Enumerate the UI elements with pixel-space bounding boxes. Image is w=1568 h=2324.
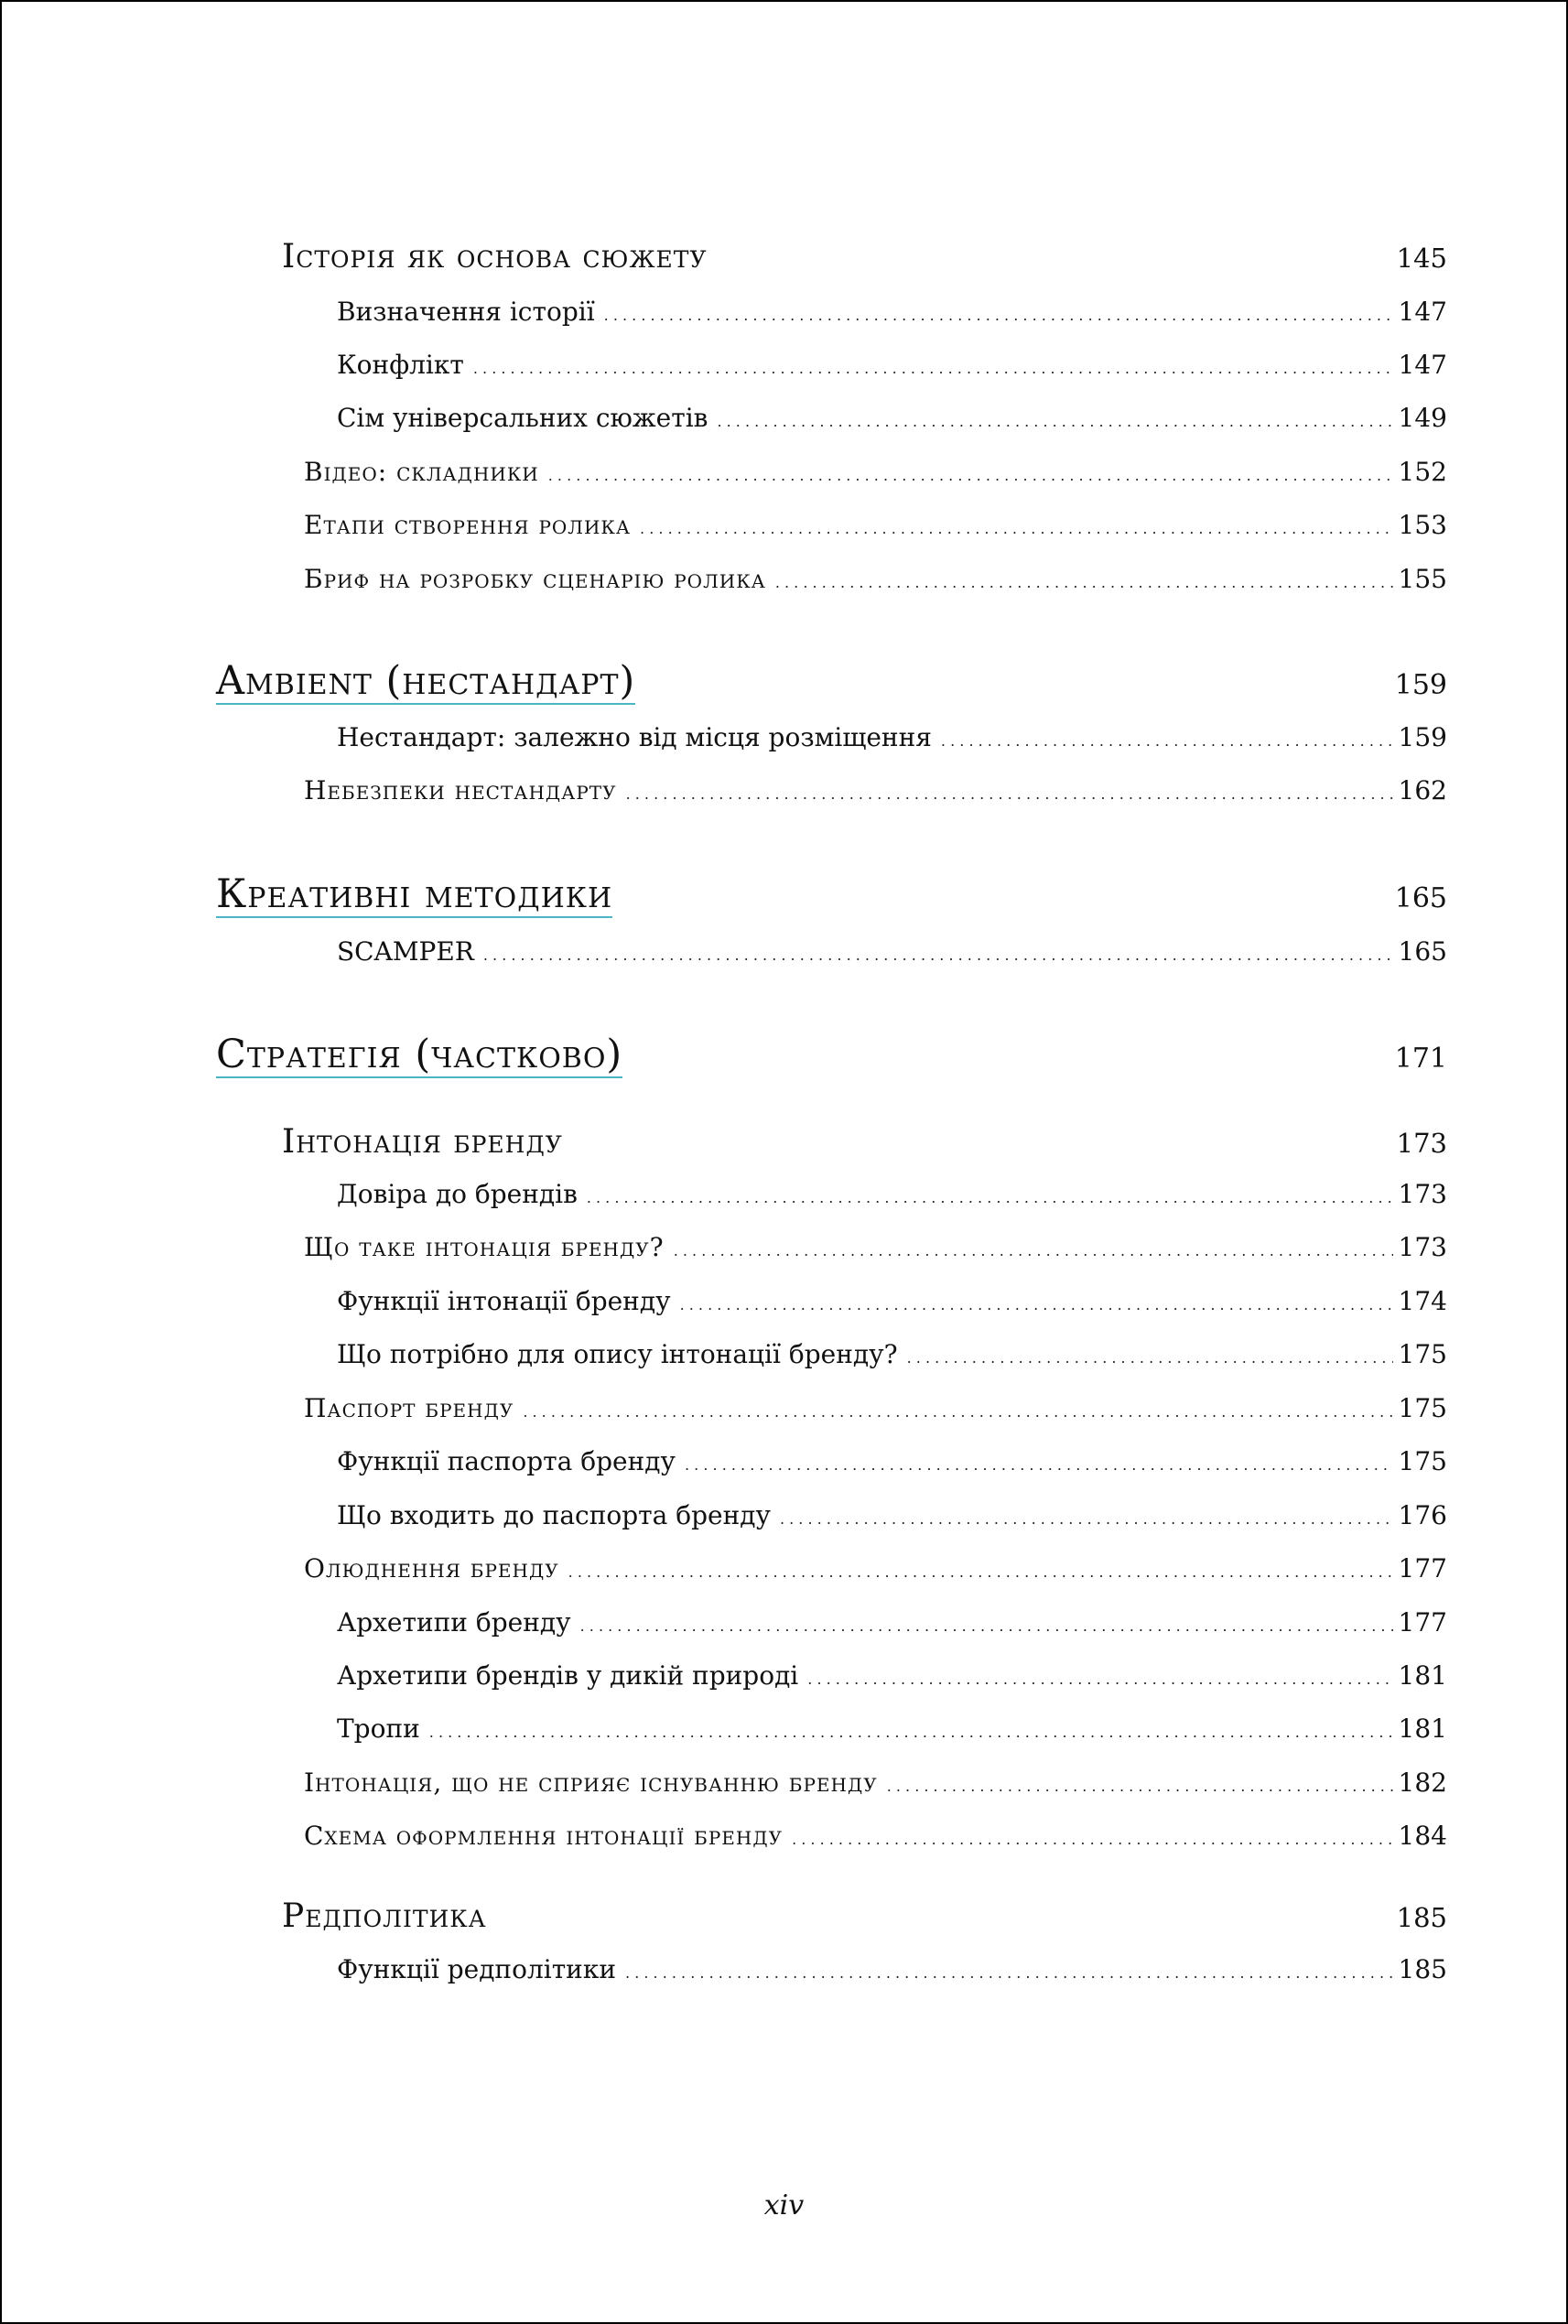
toc-dot-leader <box>685 1456 1393 1474</box>
toc-entry-title: Функції паспорта бренду <box>337 1446 676 1476</box>
toc-item-entry <box>2 1954 1566 1991</box>
toc-entry-page: 152 <box>1398 457 1447 487</box>
toc-item-entry <box>2 1179 1566 1216</box>
toc-subsection-entry <box>2 564 1566 600</box>
page-number-folio: xiv <box>763 2189 805 2221</box>
toc-dot-leader <box>626 785 1393 803</box>
toc-entry-page: 185 <box>1398 1954 1447 1984</box>
toc-entry-page: 145 <box>1396 243 1447 274</box>
toc-entry-page: 177 <box>1398 1607 1447 1638</box>
toc-entry-page: 177 <box>1398 1553 1447 1584</box>
toc-entry-title: Інтонація бренду <box>282 1123 563 1161</box>
toc-entry-page: 185 <box>1396 1902 1447 1933</box>
toc-dot-leader <box>640 520 1393 537</box>
toc-item-entry <box>2 1607 1566 1644</box>
toc-dot-leader <box>580 1617 1393 1635</box>
toc-entry-title: Історія як основа сюжету <box>282 238 708 276</box>
toc-subsection-entry <box>2 1232 1566 1269</box>
toc-item-entry <box>2 936 1566 973</box>
toc-entry-page: 162 <box>1398 775 1447 805</box>
toc-subsection-entry <box>2 457 1566 493</box>
toc-dot-leader <box>941 732 1393 750</box>
toc-dot-leader <box>587 1189 1393 1206</box>
toc-entry-page: 173 <box>1396 1128 1447 1159</box>
toc-dot-leader <box>604 307 1393 324</box>
toc-dot-leader <box>473 360 1393 377</box>
toc-entry-title: SCAMPER <box>337 936 474 967</box>
toc-chapter-entry <box>2 659 1566 714</box>
toc-entry-title: Що входить до паспорта бренду <box>337 1500 771 1530</box>
toc-item-entry <box>2 1339 1566 1376</box>
toc-section-entry <box>2 1897 1566 1934</box>
toc-entry-title: Етапи створення ролика <box>304 510 632 540</box>
toc-entry-title: Олюднення бренду <box>304 1553 559 1584</box>
toc-entry-page: 165 <box>1394 882 1447 914</box>
toc-entry-title: Конфлікт <box>337 350 464 380</box>
toc-entry-title: Бриф на розробку сценарію ролика <box>304 564 766 594</box>
toc-chapter-entry <box>2 1032 1566 1087</box>
toc-dot-leader <box>523 1403 1392 1421</box>
toc-item-entry <box>2 350 1566 386</box>
toc-entry-title: Схема оформлення інтонації бренду <box>304 1821 784 1851</box>
toc-item-entry <box>2 1713 1566 1750</box>
toc-entry-page: 165 <box>1398 936 1447 967</box>
toc-dot-leader <box>680 1296 1393 1313</box>
toc-entry-title: Небезпеки нестандарту <box>304 775 617 805</box>
toc-entry-title: Сім універсальних сюжетів <box>337 403 708 433</box>
toc-dot-leader <box>780 1510 1393 1528</box>
toc-item-entry <box>2 1446 1566 1483</box>
toc-entry-page: 153 <box>1398 510 1447 540</box>
toc-entry-title: Паспорт бренду <box>304 1393 514 1423</box>
toc-entry-page: 175 <box>1398 1339 1447 1369</box>
toc-entry-page: 171 <box>1394 1043 1447 1075</box>
toc-entry-title: Інтонація, що не сприяє існуванню бренду <box>304 1767 878 1798</box>
toc-dot-leader <box>548 467 1393 484</box>
toc-subsection-entry <box>2 510 1566 546</box>
toc-entry-page: 181 <box>1398 1660 1447 1691</box>
toc-dot-leader <box>887 1778 1393 1795</box>
toc-entry-page: 175 <box>1398 1446 1447 1476</box>
toc-dot-leader <box>775 574 1393 591</box>
toc-subsection-entry <box>2 1767 1566 1804</box>
toc-dot-leader <box>807 1670 1392 1688</box>
toc-entry-title: Нестандарт: залежно від місця розміщення <box>337 722 932 752</box>
toc-entry-title: Відео: складники <box>304 457 539 487</box>
toc-dot-leader <box>483 946 1393 964</box>
toc-subsection-entry <box>2 1393 1566 1430</box>
toc-entry-title: Визначення історії <box>337 297 595 327</box>
toc-entry-page: 173 <box>1398 1232 1447 1262</box>
toc-entry-title: Що потрібно для опису інтонації бренду? <box>337 1339 898 1369</box>
toc-chapter-entry <box>2 872 1566 927</box>
toc-item-entry <box>2 297 1566 333</box>
toc-dot-leader <box>907 1349 1393 1367</box>
toc-entry-title: Довіра до брендів <box>337 1179 578 1209</box>
toc-dot-leader <box>792 1831 1392 1848</box>
toc-entry-title: Тропи <box>337 1713 420 1744</box>
toc-dot-leader <box>717 413 1392 430</box>
toc-section-entry <box>2 238 1566 275</box>
toc-dot-leader <box>674 1242 1393 1259</box>
toc-entry-page: 176 <box>1398 1500 1447 1530</box>
toc-chapter-title: Стратегія (частково) <box>216 1032 623 1077</box>
toc-dot-leader <box>625 1964 1393 1982</box>
toc-entry-title: Архетипи брендів у дикій природі <box>337 1660 799 1691</box>
toc-item-entry <box>2 1500 1566 1537</box>
toc-entry-title: Що таке інтонація бренду? <box>304 1232 665 1262</box>
toc-entry-page: 184 <box>1398 1821 1447 1851</box>
toc-entry-title: Редполітика <box>282 1897 487 1935</box>
toc-subsection-entry <box>2 1553 1566 1590</box>
toc-item-entry <box>2 1660 1566 1697</box>
toc-entry-title: Функції редполітики <box>337 1954 617 1984</box>
toc-entry-page: 173 <box>1398 1179 1447 1209</box>
toc-dot-leader <box>429 1724 1393 1741</box>
toc-entry-page: 181 <box>1398 1713 1447 1744</box>
toc-entry-page: 182 <box>1398 1767 1447 1798</box>
toc-entry-page: 147 <box>1398 297 1447 327</box>
toc-chapter-title: Ambient (нестандарт) <box>216 658 636 704</box>
table-of-contents <box>2 2 1566 2322</box>
toc-item-entry <box>2 403 1566 439</box>
toc-entry-page: 155 <box>1398 564 1447 594</box>
toc-entry-title: Архетипи бренду <box>337 1607 571 1638</box>
toc-chapter-title: Креативні методики <box>216 871 613 917</box>
toc-entry-page: 175 <box>1398 1393 1447 1423</box>
toc-section-entry <box>2 1123 1566 1160</box>
toc-dot-leader <box>568 1563 1393 1581</box>
toc-item-entry <box>2 1286 1566 1323</box>
toc-entry-title: Функції інтонації бренду <box>337 1286 671 1316</box>
toc-entry-page: 159 <box>1394 669 1447 701</box>
toc-item-entry <box>2 722 1566 759</box>
toc-entry-page: 174 <box>1398 1286 1447 1316</box>
toc-subsection-entry <box>2 775 1566 812</box>
toc-subsection-entry <box>2 1821 1566 1857</box>
toc-entry-page: 159 <box>1398 722 1447 752</box>
toc-entry-page: 149 <box>1398 403 1447 433</box>
toc-entry-page: 147 <box>1398 350 1447 380</box>
